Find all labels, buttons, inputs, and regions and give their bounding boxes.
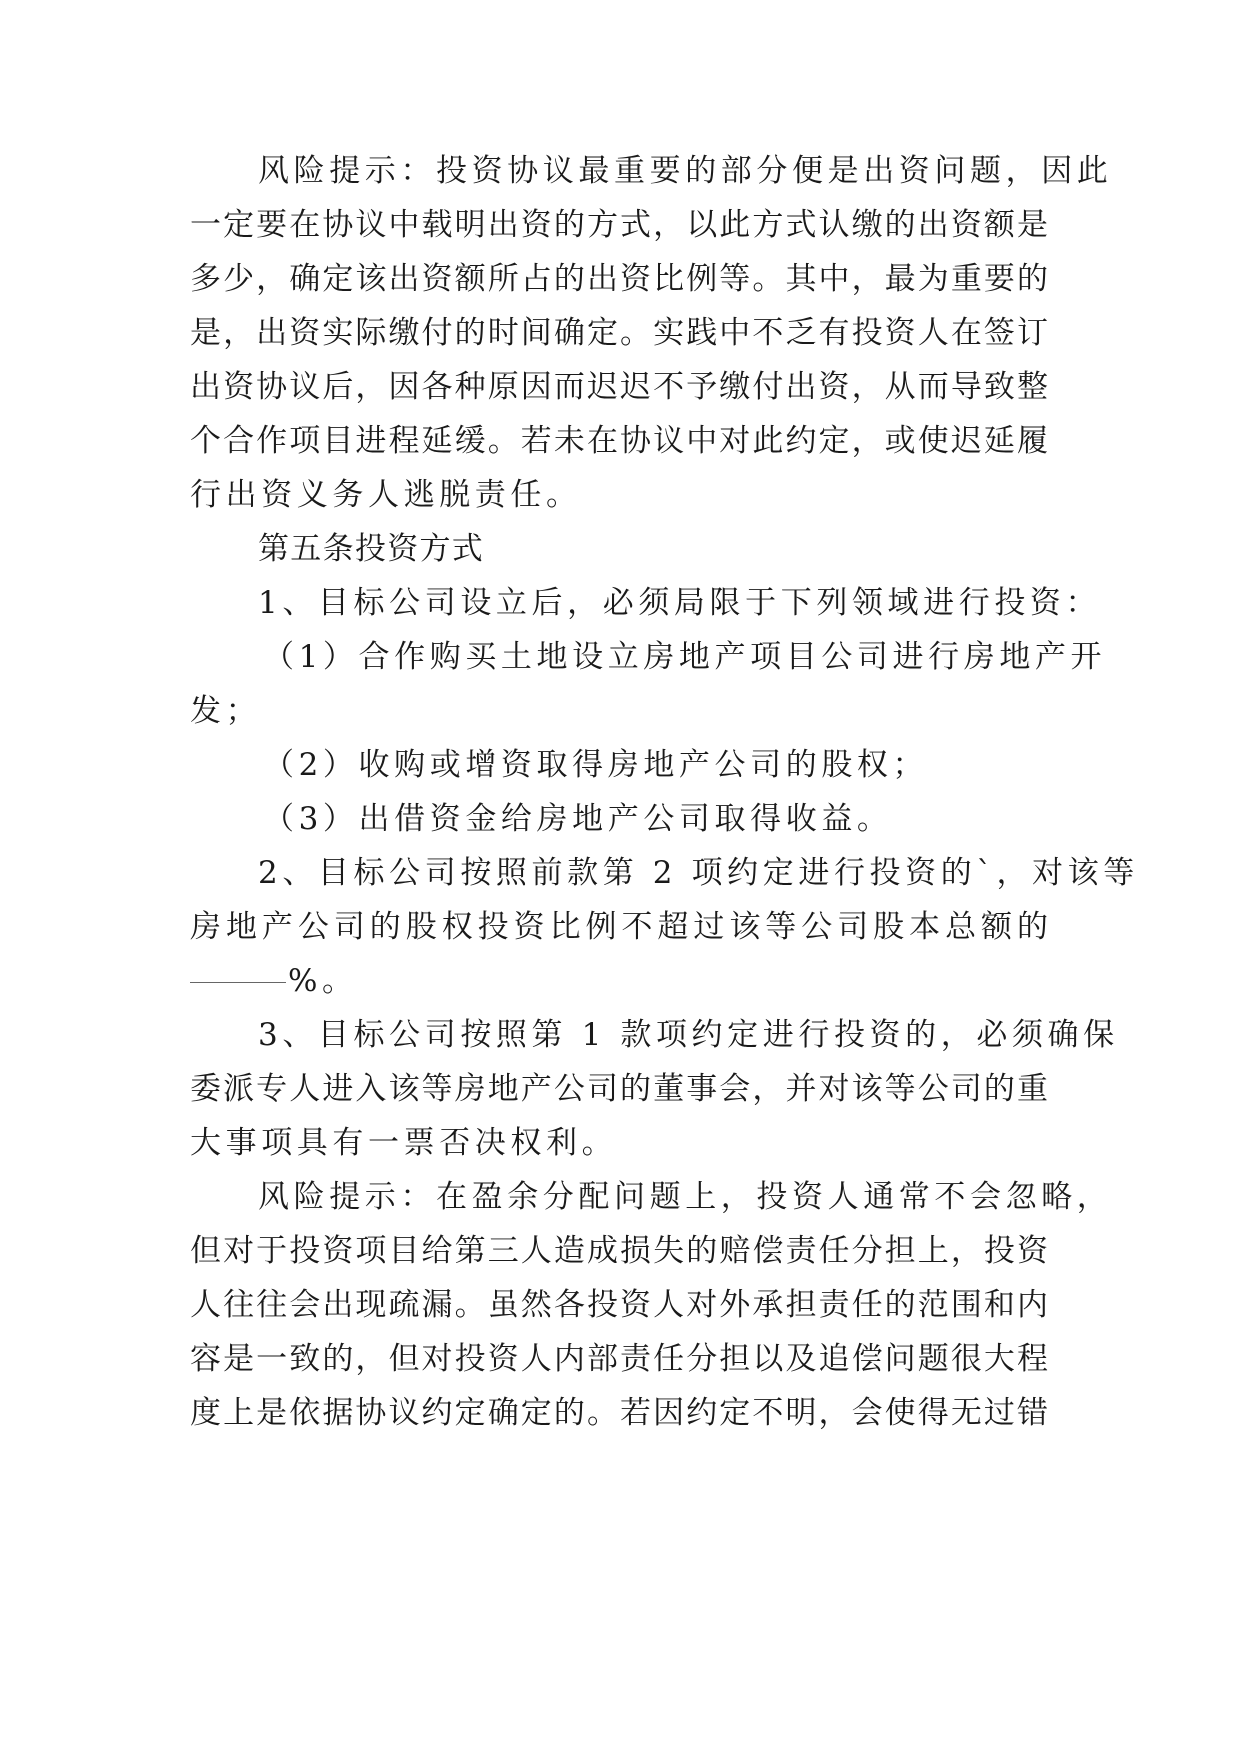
- paragraph-line: 多少，确定该出资额所占的出资比例等。其中，最为重要的: [190, 261, 1048, 297]
- paragraph-line: 风险提示：在盈余分配问题上，投资人通常不会忽略，: [258, 1179, 1113, 1215]
- paragraph-line: 一定要在协议中载明出资的方式，以此方式认缴的出资额是: [190, 207, 1048, 243]
- clause-line: 房地产公司的股权投资比例不超过该等公司股本总额的: [190, 909, 1048, 945]
- paragraph-line: 是，出资实际缴付的时间确定。实践中不乏有投资人在签订: [190, 315, 1048, 351]
- clause-item-line: （3）出借资金给房地产公司取得收益。: [263, 801, 893, 837]
- paragraph-line: 人往往会出现疏漏。虽然各投资人对外承担责任的范围和内: [190, 1287, 1048, 1323]
- clause-item-line: （1）合作购买土地设立房地产项目公司进行房地产开: [263, 639, 1107, 675]
- fill-in-blank: [190, 981, 286, 983]
- clause-item-line: 发；: [190, 693, 262, 729]
- clause-line: 3、目标公司按照第 1 款项约定进行投资的，必须确保: [258, 1017, 1119, 1053]
- clause-line: 委派专人进入该等房地产公司的董事会，并对该等公司的重: [190, 1071, 1048, 1107]
- percentage-blank-line: [190, 951, 358, 1011]
- clause-item-line: （2）收购或增资取得房地产公司的股权；: [263, 747, 929, 783]
- article-heading: 第五条投资方式: [258, 531, 485, 567]
- paragraph-line: 风险提示：投资协议最重要的部分便是出资问题，因此: [258, 153, 1113, 189]
- clause-line: 大事项具有一票否决权利。: [190, 1125, 618, 1161]
- clause-line: 2、目标公司按照前款第 2 项约定进行投资的`，对该等: [258, 855, 1139, 891]
- paragraph-line: 度上是依据协议约定确定的。若因约定不明，会使得无过错: [190, 1395, 1048, 1431]
- paragraph-line: 出资协议后，因各种原因而迟迟不予缴付出资，从而导致整: [190, 369, 1048, 405]
- clause-line: 1、目标公司设立后，必须局限于下列领域进行投资：: [258, 585, 1102, 621]
- paragraph-line: 但对于投资项目给第三人造成损失的赔偿责任分担上，投资: [190, 1233, 1048, 1269]
- paragraph-line: 个合作项目进程延缓。若未在协议中对此约定，或使迟延履: [190, 423, 1048, 459]
- percent-symbol: %。: [288, 963, 358, 999]
- paragraph-line: 容是一致的，但对投资人内部责任分担以及追偿问题很大程: [190, 1341, 1048, 1377]
- paragraph-line: 行出资义务人逃脱责任。: [190, 477, 582, 513]
